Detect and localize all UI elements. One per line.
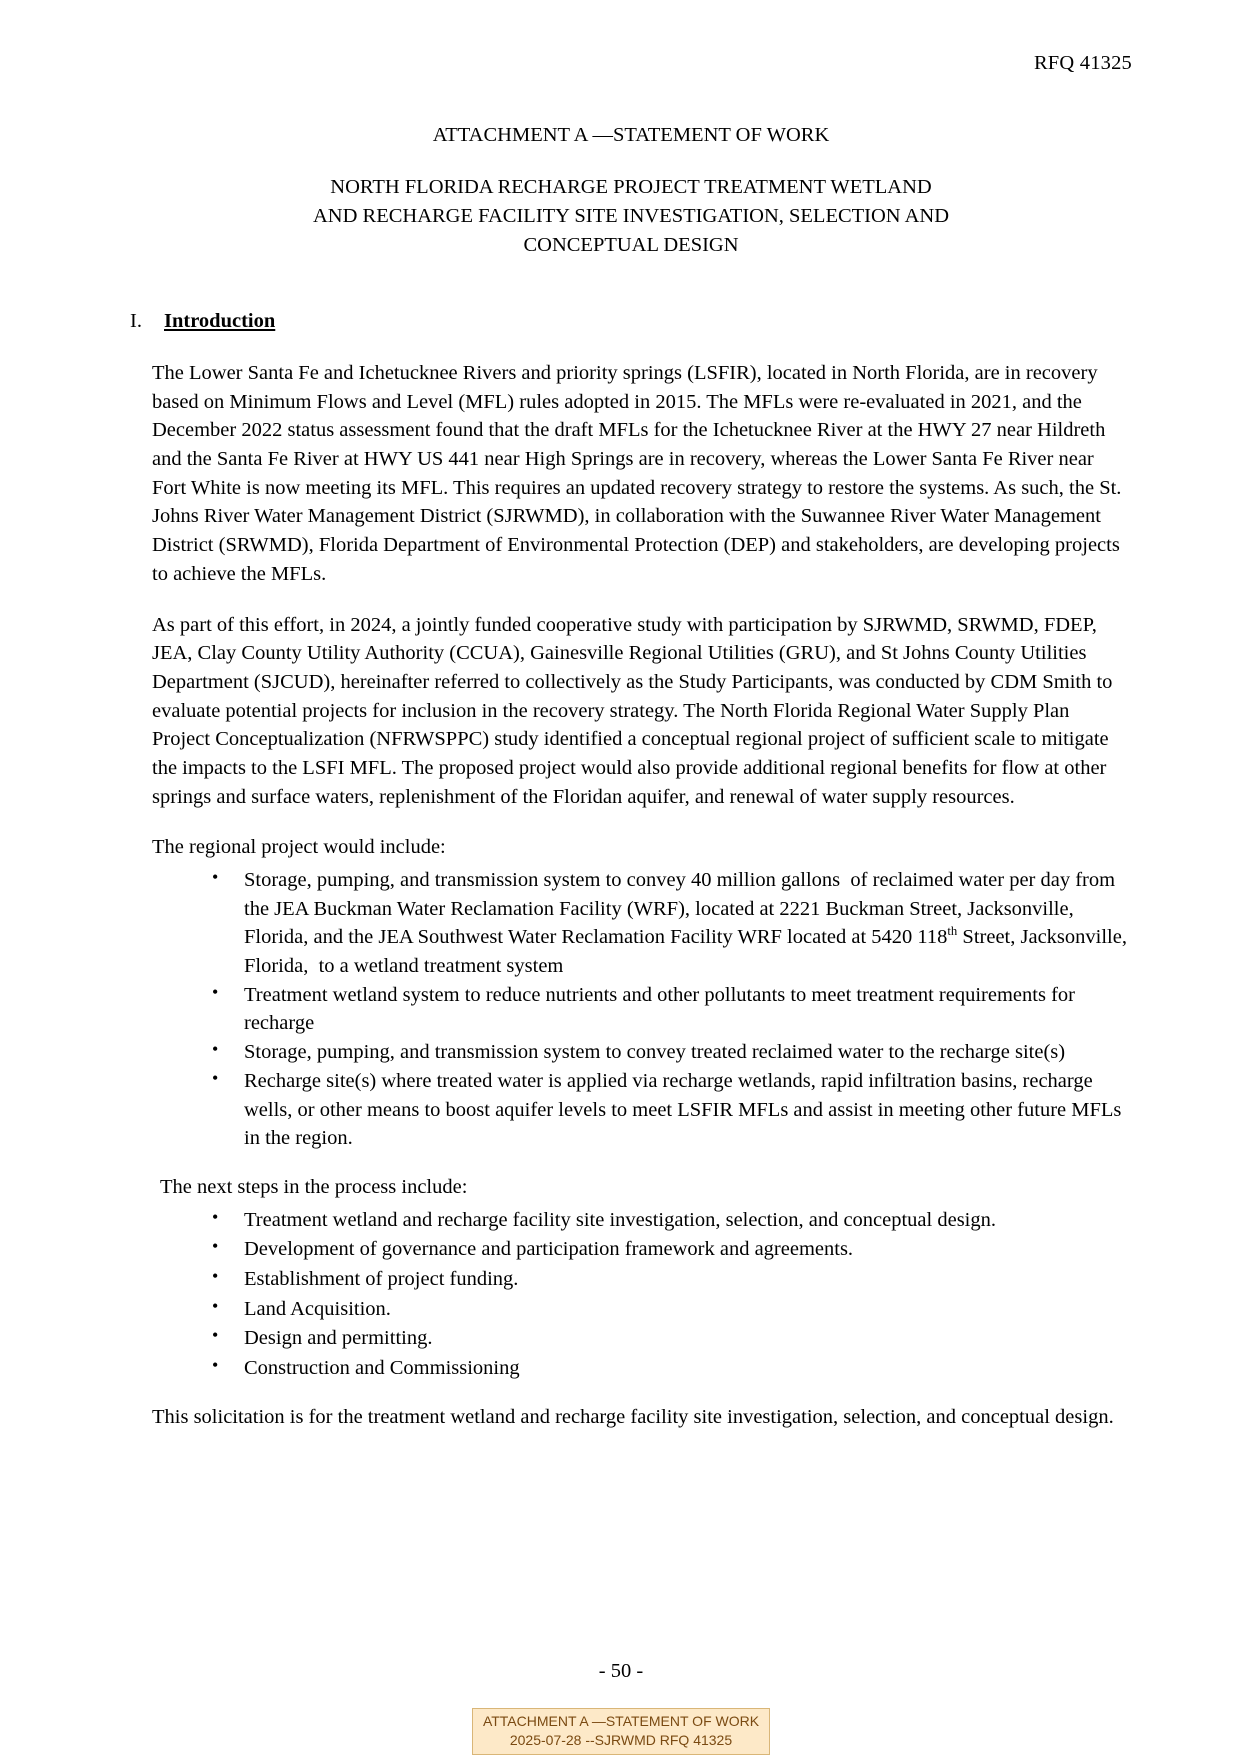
project-title-line-2: AND RECHARGE FACILITY SITE INVESTIGATION, SELECTION AND	[312, 204, 950, 227]
page-number: - 50 -	[598, 1660, 644, 1682]
page-header-rfq: RFQ 41325	[1033, 52, 1132, 74]
project-title-line-1: NORTH FLORIDA RECHARGE PROJECT TREATMENT WETLAND	[330, 175, 932, 198]
list-item: • Recharge site(s) where treated water is applied via recharge wetlands, rapid infiltration basins, recharge wells, or other means to boost aquifer levels to meet LSFIR MFLs and assist in meeting other future MFLs in the region.	[212, 1067, 1132, 1153]
stamp-line-1: ATTACHMENT A —STATEMENT OF WORK	[482, 1713, 760, 1730]
section-number: I.	[130, 310, 142, 333]
project-title	[236, 173, 1026, 260]
attachment-title: ATTACHMENT A —STATEMENT OF WORK	[432, 124, 830, 146]
list-item: • Establishment of project funding.	[212, 1265, 1132, 1294]
list-item: • Land Acquisition.	[212, 1295, 1132, 1324]
stamp-box	[472, 1708, 770, 1755]
regional-project-lead-in: The regional project would include:	[152, 836, 446, 859]
list-item: • Treatment wetland and recharge facility site investigation, selection, and conceptual design.	[212, 1206, 1132, 1235]
paragraph-solicitation-scope: This solicitation is for the treatment wetland and recharge facility site investigation, selection, and conceptual design.	[152, 1405, 1114, 1428]
stamp-line-2: 2025-07-28 --SJRWMD RFQ 41325	[509, 1732, 733, 1749]
section-title: Introduction	[164, 310, 276, 333]
body-content	[130, 359, 1132, 1431]
regional-project-list	[152, 866, 1132, 1153]
paragraph-background: The Lower Santa Fe and Ichetucknee Rivers and priority springs (LSFIR), located in North Florida, are in recovery based on Minimum Flows and Level (MFL) rules adopted in 2015. The MFLs were re-evaluated in 2021, and the December 2022 status assessment found that the draft MFLs for the Ichetucknee River at the HWY 27 near Hildreth and the Santa Fe River at HWY US 441 near High Springs are in recovery, whereas the Lower Santa Fe River near Fort White is now meeting its MFL. This requires an updated recovery strategy to restore the systems. As such, the St. Johns River Water Management District (SJRWMD), in collaboration with the Suwannee River Water Management District (SRWMD), Florida Department of Environmental Protection (DEP) and stakeholders, are developing projects to achieve the MFLs.	[152, 362, 1122, 585]
list-item: • Construction and Commissioning	[212, 1354, 1132, 1383]
footer-stamp	[0, 1708, 1242, 1755]
list-item: • Storage, pumping, and transmission system to convey treated reclaimed water to the recharge site(s)	[212, 1038, 1132, 1067]
project-title-line-3: CONCEPTUAL DESIGN	[523, 233, 739, 256]
next-steps-list	[152, 1206, 1132, 1383]
list-item: • Design and permitting.	[212, 1324, 1132, 1353]
list-item: • Development of governance and participation framework and agreements.	[212, 1235, 1132, 1264]
next-steps-lead-in: The next steps in the process include:	[160, 1175, 468, 1198]
title-block	[130, 121, 1132, 260]
list-item: • Storage, pumping, and transmission system to convey 40 million gallons of reclaimed water per day from the JEA Buckman Water Reclamation Facility (WRF), located at 2221 Buckman Street, Jacksonville, Florida, and the JEA Southwest Water Reclamation Facility WRF located at 5420 118th Street, Jacksonville, Florida, to a wetland treatment system	[212, 866, 1132, 981]
list-item: • Treatment wetland system to reduce nutrients and other pollutants to meet treatment requirements for recharge	[212, 981, 1132, 1038]
paragraph-study: As part of this effort, in 2024, a jointly funded cooperative study with participation by SJRWMD, SRWMD, FDEP, JEA, Clay County Utility Authority (CCUA), Gainesville Regional Utilities (GRU), and St Johns County Utilities Department (SJCUD), hereinafter referred to collectively as the Study Participants, was conducted by CDM Smith to evaluate potential projects for inclusion in the recovery strategy. The North Florida Regional Water Supply Plan Project Conceptualization (NFRWSPPC) study identified a conceptual regional project of sufficient scale to mitigate the impacts to the LSFI MFL. The proposed project would also provide additional regional benefits for flow at other springs and surface waters, replenishment of the Floridan aquifer, and renewal of water supply resources.	[152, 613, 1113, 808]
section-heading-introduction	[130, 310, 1132, 333]
